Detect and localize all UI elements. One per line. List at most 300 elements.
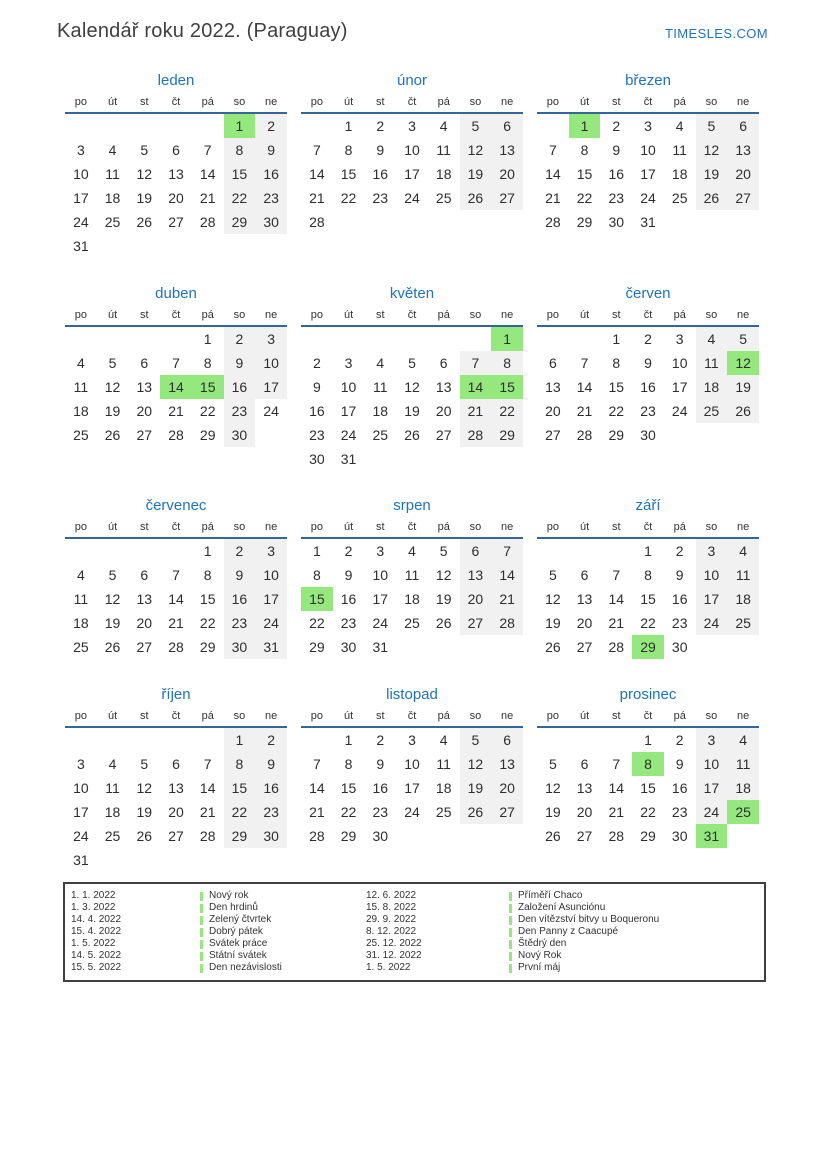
day-cell — [333, 210, 365, 234]
day-cell: 13 — [545, 379, 561, 395]
day-cell: 30 — [224, 635, 256, 659]
weekday-label: po — [546, 521, 559, 533]
weekday-label: čt — [643, 710, 653, 722]
day-cell: 16 — [224, 587, 256, 611]
weekday-label: čt — [407, 521, 417, 533]
day-cell: 9 — [255, 138, 287, 162]
day-cell: 22 — [309, 615, 325, 631]
day-cell: 30 — [671, 639, 688, 655]
legend-date: 8. 12. 2022 — [366, 926, 417, 937]
day-cell — [428, 447, 460, 471]
day-cell — [301, 327, 333, 351]
legend-name — [509, 890, 764, 902]
day-cell: 19 — [435, 591, 452, 607]
day-cell: 11 — [373, 379, 388, 395]
day-cell: 23 — [224, 611, 256, 635]
week-row — [301, 635, 523, 659]
weekday-label: pá — [673, 309, 686, 321]
day-cell: 1 — [203, 543, 212, 559]
day-cell: 30 — [340, 639, 357, 655]
legend-name-text: Dobrý pátek — [209, 926, 263, 937]
week-row — [301, 752, 523, 776]
weekday-label: po — [74, 521, 87, 533]
day-cell: 30 — [640, 427, 656, 443]
day-cell: 16 — [255, 162, 287, 186]
weekday-label: pá — [201, 521, 214, 533]
day-cell: 28 — [168, 427, 184, 443]
legend-date: 15. 4. 2022 — [71, 926, 122, 937]
legend-name — [509, 938, 764, 950]
day-cell: 22 — [608, 403, 625, 419]
day-cell: 8 — [580, 142, 589, 158]
day-cell — [396, 824, 428, 848]
week-row — [65, 399, 287, 423]
day-cell: 28 — [309, 214, 325, 230]
day-cell — [65, 728, 97, 752]
day-cell: 24 — [340, 427, 357, 443]
weekday-label: po — [74, 710, 87, 722]
day-cell: 9 — [376, 142, 385, 158]
weekday-label: čt — [171, 710, 181, 722]
day-cell: 26 — [136, 828, 153, 844]
day-cell: 11 — [404, 567, 420, 583]
day-cell: 29 — [309, 639, 325, 655]
day-cell: 19 — [136, 804, 153, 820]
day-cell: 27 — [491, 186, 523, 210]
day-cell: 2 — [612, 118, 621, 134]
day-cell — [192, 234, 224, 258]
weekday-label: čt — [643, 521, 653, 533]
month-title: srpen — [393, 497, 431, 514]
day-cell — [97, 539, 129, 563]
holiday-marker — [509, 964, 512, 973]
month-title: prosinec — [619, 686, 677, 703]
day-cell: 26 — [545, 828, 561, 844]
weekday-label: pá — [437, 309, 450, 321]
day-cell: 4 — [408, 543, 416, 559]
day-cell: 14 — [608, 780, 625, 796]
page-header — [0, 0, 827, 43]
day-cell: 26 — [404, 427, 420, 443]
holiday-marker — [200, 892, 203, 901]
day-cell: 7 — [548, 142, 557, 158]
legend-row — [65, 902, 764, 914]
weekday-header — [537, 308, 759, 327]
day-cell — [160, 728, 192, 752]
holiday-day-cell: 1 — [224, 114, 256, 138]
day-cell: 30 — [671, 828, 688, 844]
week-row — [301, 611, 523, 635]
legend-name-text: Svátek práce — [209, 938, 268, 949]
day-cell: 18 — [104, 804, 121, 820]
month-title: září — [635, 497, 661, 514]
day-cell: 3 — [696, 728, 728, 752]
day-cell: 1 — [312, 543, 321, 559]
day-cell: 19 — [545, 804, 561, 820]
weekday-label: út — [107, 521, 118, 533]
legend-name-text: Nový Rok — [518, 950, 562, 961]
day-cell: 22 — [224, 186, 256, 210]
holiday-marker — [509, 940, 512, 949]
day-cell: 15 — [608, 379, 625, 395]
weekday-header — [301, 709, 523, 728]
legend-date: 25. 12. 2022 — [366, 938, 422, 949]
legend-row — [65, 938, 764, 950]
day-cell: 24 — [696, 800, 728, 824]
weekday-header — [301, 95, 523, 114]
day-cell: 30 — [255, 824, 287, 848]
weekday-label: so — [705, 710, 718, 722]
day-cell: 11 — [73, 379, 89, 395]
day-cell: 3 — [255, 539, 287, 563]
day-cell: 8 — [203, 567, 212, 583]
day-cell: 26 — [136, 214, 153, 230]
day-cell: 9 — [644, 355, 652, 371]
day-cell: 16 — [640, 379, 656, 395]
week-row — [537, 138, 759, 162]
day-cell — [255, 848, 287, 872]
day-cell: 31 — [640, 214, 656, 230]
legend-name-text: Nový rok — [209, 890, 249, 901]
day-cell: 2 — [224, 539, 256, 563]
day-cell: 25 — [404, 615, 420, 631]
day-cell: 10 — [640, 142, 656, 158]
holiday-day-cell: 25 — [727, 800, 759, 824]
day-cell: 7 — [203, 142, 212, 158]
day-cell: 13 — [136, 379, 153, 395]
day-cell: 23 — [309, 427, 325, 443]
week-row — [65, 752, 287, 776]
day-cell — [192, 848, 224, 872]
day-cell: 27 — [460, 611, 492, 635]
day-cell: 28 — [545, 214, 561, 230]
day-cell — [301, 728, 333, 752]
day-cell — [491, 447, 523, 471]
day-cell: 31 — [255, 635, 287, 659]
day-cell: 15 — [640, 591, 656, 607]
day-cell: 26 — [545, 639, 561, 655]
month-title: květen — [389, 285, 435, 302]
week-row — [65, 234, 287, 258]
week-row — [65, 210, 287, 234]
day-cell: 27 — [435, 427, 452, 443]
day-cell: 29 — [340, 828, 357, 844]
legend-name — [200, 890, 360, 902]
holiday-marker — [200, 940, 203, 949]
week-row — [537, 752, 759, 776]
month-title: leden — [157, 72, 195, 89]
weekday-label: so — [705, 521, 718, 533]
day-cell: 19 — [104, 615, 121, 631]
day-cell — [128, 848, 160, 872]
day-cell: 2 — [312, 355, 321, 371]
day-cell — [569, 327, 601, 351]
weekday-label: čt — [643, 96, 653, 108]
day-cell: 17 — [696, 587, 728, 611]
weekday-label: so — [233, 710, 246, 722]
day-cell: 21 — [199, 804, 216, 820]
day-cell: 30 — [309, 451, 325, 467]
day-cell: 8 — [224, 752, 256, 776]
day-cell: 25 — [73, 639, 89, 655]
day-cell: 13 — [136, 591, 153, 607]
day-cell — [537, 327, 569, 351]
day-cell: 11 — [73, 591, 89, 607]
day-cell: 1 — [203, 331, 212, 347]
day-cell: 16 — [671, 591, 688, 607]
day-cell: 23 — [608, 190, 625, 206]
day-cell: 4 — [675, 118, 684, 134]
weekday-label: út — [343, 710, 354, 722]
day-cell: 7 — [172, 567, 180, 583]
day-cell: 21 — [168, 403, 184, 419]
day-cell: 31 — [372, 639, 389, 655]
week-row — [65, 186, 287, 210]
day-cell: 23 — [671, 615, 688, 631]
day-cell — [224, 234, 256, 258]
day-cell: 21 — [491, 587, 523, 611]
day-cell: 12 — [545, 780, 561, 796]
day-cell: 24 — [73, 214, 89, 230]
day-cell: 28 — [199, 214, 216, 230]
day-cell: 16 — [255, 776, 287, 800]
day-cell — [255, 423, 287, 447]
day-cell: 9 — [224, 351, 256, 375]
holiday-legend — [63, 882, 766, 982]
week-row — [301, 399, 523, 423]
day-cell: 6 — [439, 355, 448, 371]
day-cell: 27 — [136, 427, 153, 443]
day-cell: 31 — [73, 238, 89, 254]
day-cell: 23 — [372, 804, 389, 820]
day-cell: 12 — [104, 379, 121, 395]
weekday-label: po — [546, 309, 559, 321]
day-cell — [364, 210, 396, 234]
week-row — [65, 848, 287, 872]
day-cell: 5 — [548, 567, 557, 583]
month-3 — [537, 72, 759, 285]
day-cell — [97, 114, 129, 138]
day-cell: 12 — [104, 591, 121, 607]
day-cell: 14 — [576, 379, 593, 395]
holiday-day-cell: 12 — [727, 351, 759, 375]
weekday-label: ne — [501, 521, 514, 533]
weekday-header — [65, 95, 287, 114]
day-cell: 20 — [460, 587, 492, 611]
day-cell: 29 — [576, 214, 593, 230]
month-title: listopad — [386, 686, 438, 703]
day-cell: 10 — [404, 142, 420, 158]
day-cell: 29 — [491, 423, 523, 447]
day-cell: 20 — [545, 403, 561, 419]
legend-name-text: Den hrdinů — [209, 902, 258, 913]
day-cell — [428, 635, 460, 659]
day-cell — [128, 327, 160, 351]
calendar-grid — [65, 72, 827, 872]
weekday-label: ne — [501, 309, 514, 321]
day-cell: 6 — [727, 114, 759, 138]
day-cell: 5 — [696, 114, 728, 138]
day-cell: 20 — [168, 804, 184, 820]
week-row — [65, 351, 287, 375]
month-5 — [301, 285, 523, 497]
day-cell — [727, 210, 759, 234]
week-row — [65, 327, 287, 351]
day-cell: 9 — [675, 756, 684, 772]
day-cell: 11 — [436, 756, 451, 772]
day-cell: 22 — [199, 615, 216, 631]
week-row — [301, 539, 523, 563]
weekday-header — [301, 308, 523, 327]
day-cell — [491, 824, 523, 848]
weekday-label: pá — [201, 309, 214, 321]
day-cell: 26 — [104, 427, 121, 443]
day-cell: 15 — [340, 780, 357, 796]
day-cell: 17 — [404, 780, 420, 796]
day-cell: 22 — [640, 615, 656, 631]
day-cell — [396, 327, 428, 351]
day-cell — [396, 635, 428, 659]
day-cell — [97, 234, 129, 258]
weekday-label: čt — [171, 96, 181, 108]
holiday-day-cell: 15 — [192, 375, 224, 399]
day-cell: 10 — [696, 752, 728, 776]
day-cell: 17 — [671, 379, 688, 395]
day-cell: 24 — [404, 804, 420, 820]
day-cell — [727, 423, 759, 447]
legend-name — [200, 926, 360, 938]
day-cell — [192, 728, 224, 752]
day-cell: 8 — [344, 756, 353, 772]
day-cell: 12 — [136, 780, 153, 796]
weekday-label: so — [233, 96, 246, 108]
week-row — [537, 587, 759, 611]
day-cell: 4 — [727, 728, 759, 752]
weekday-label: so — [469, 96, 482, 108]
day-cell — [160, 848, 192, 872]
weekday-label: so — [705, 96, 718, 108]
day-cell: 22 — [640, 804, 656, 820]
legend-name-text: Štědrý den — [518, 938, 567, 949]
month-10 — [65, 686, 287, 872]
day-cell — [727, 824, 759, 848]
weekday-header — [65, 520, 287, 539]
day-cell — [364, 447, 396, 471]
weekday-header — [65, 709, 287, 728]
week-row — [301, 824, 523, 848]
day-cell: 17 — [696, 776, 728, 800]
day-cell: 28 — [608, 828, 625, 844]
day-cell: 25 — [372, 427, 389, 443]
day-cell: 31 — [340, 451, 357, 467]
day-cell: 24 — [640, 190, 656, 206]
day-cell: 1 — [612, 331, 621, 347]
day-cell: 18 — [727, 587, 759, 611]
day-cell: 29 — [199, 427, 216, 443]
day-cell: 26 — [104, 639, 121, 655]
day-cell — [224, 848, 256, 872]
week-row — [537, 635, 759, 659]
day-cell: 7 — [312, 142, 321, 158]
week-row — [65, 824, 287, 848]
weekday-label: čt — [171, 309, 181, 321]
day-cell: 27 — [168, 214, 184, 230]
weekday-label: st — [612, 96, 621, 108]
day-cell: 10 — [372, 567, 389, 583]
holiday-marker — [200, 964, 203, 973]
day-cell: 17 — [340, 403, 357, 419]
day-cell: 29 — [199, 639, 216, 655]
day-cell: 10 — [73, 780, 89, 796]
day-cell: 15 — [640, 780, 656, 796]
day-cell: 17 — [640, 166, 656, 182]
holiday-day-cell: 8 — [632, 752, 664, 776]
day-cell: 27 — [576, 828, 593, 844]
day-cell: 7 — [491, 539, 523, 563]
legend-date: 1. 5. 2022 — [366, 962, 411, 973]
week-row — [301, 587, 523, 611]
weekday-label: ne — [265, 309, 278, 321]
month-8 — [301, 497, 523, 686]
day-cell: 10 — [255, 563, 287, 587]
day-cell — [128, 234, 160, 258]
day-cell: 15 — [224, 776, 256, 800]
day-cell: 5 — [460, 728, 492, 752]
day-cell: 18 — [435, 166, 452, 182]
day-cell: 10 — [73, 166, 89, 182]
day-cell: 25 — [435, 804, 452, 820]
month-2 — [301, 72, 523, 285]
site-link[interactable]: TIMESLES.COM — [664, 26, 768, 41]
day-cell: 7 — [580, 355, 589, 371]
day-cell: 28 — [199, 828, 216, 844]
legend-row — [65, 950, 764, 962]
day-cell: 3 — [644, 118, 652, 134]
day-cell: 8 — [491, 351, 523, 375]
weekday-label: so — [469, 521, 482, 533]
legend-row — [65, 890, 764, 902]
day-cell: 25 — [104, 214, 121, 230]
day-cell: 22 — [340, 190, 357, 206]
legend-date: 14. 4. 2022 — [71, 914, 122, 925]
day-cell: 3 — [255, 327, 287, 351]
day-cell: 21 — [545, 190, 561, 206]
day-cell: 6 — [460, 539, 492, 563]
day-cell: 4 — [439, 118, 448, 134]
day-cell: 2 — [224, 327, 256, 351]
week-row — [537, 210, 759, 234]
weekday-label: st — [612, 309, 621, 321]
day-cell: 1 — [344, 732, 353, 748]
legend-name — [509, 902, 764, 914]
day-cell: 9 — [675, 567, 684, 583]
day-cell: 3 — [76, 756, 85, 772]
day-cell: 22 — [576, 190, 593, 206]
day-cell — [696, 635, 728, 659]
day-cell — [97, 848, 129, 872]
holiday-marker — [200, 952, 203, 961]
month-title: březen — [625, 72, 671, 89]
weekday-label: čt — [407, 710, 417, 722]
legend-date: 15. 5. 2022 — [71, 962, 122, 973]
week-row — [65, 114, 287, 138]
day-cell: 6 — [491, 114, 523, 138]
day-cell — [160, 234, 192, 258]
day-cell: 11 — [436, 142, 451, 158]
day-cell: 12 — [435, 567, 452, 583]
day-cell: 29 — [224, 824, 256, 848]
day-cell — [160, 327, 192, 351]
